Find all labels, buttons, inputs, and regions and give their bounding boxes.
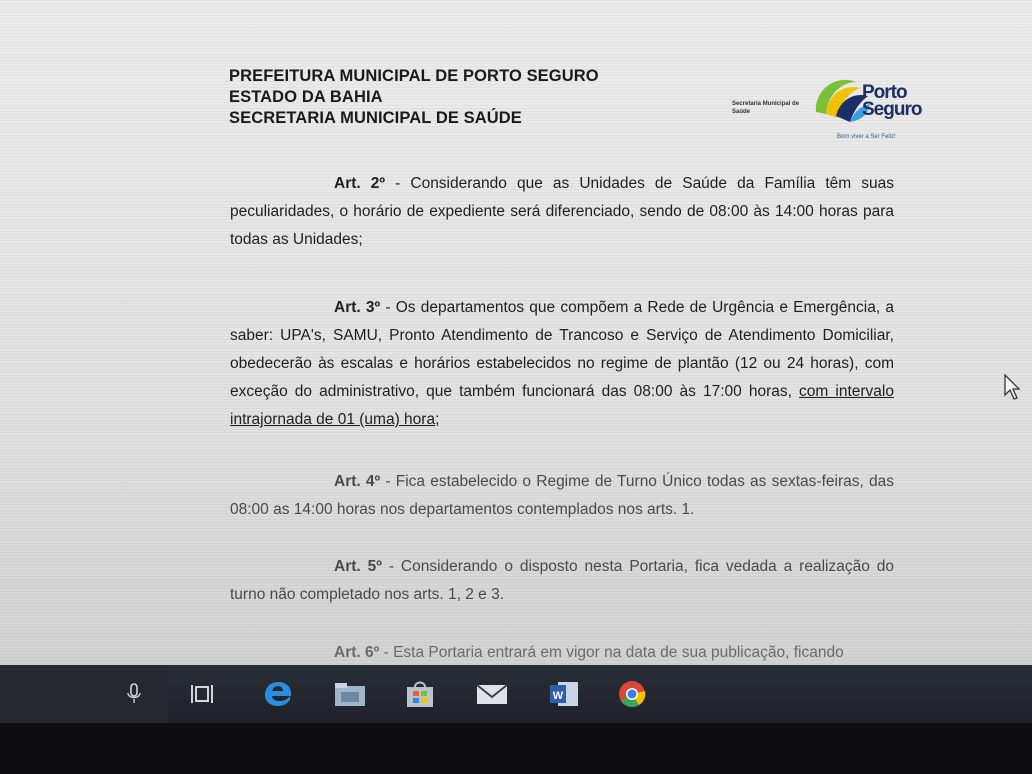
- task-view-icon[interactable]: [186, 677, 220, 711]
- article-3-label: Art. 3º: [334, 299, 381, 316]
- document-header: [229, 66, 599, 129]
- chrome-icon[interactable]: [612, 677, 652, 711]
- article-4: [230, 468, 894, 524]
- mouse-cursor-icon: [1003, 373, 1021, 401]
- article-5-text: - Considerando o disposto nesta Portaria, fica vedada a realização do turno não completado nos arts. 1, 2 e 3.: [230, 558, 894, 603]
- article-3: [230, 294, 894, 434]
- store-icon[interactable]: [400, 677, 440, 711]
- monitor-bezel: [0, 723, 1032, 774]
- article-3-end: ;: [435, 411, 440, 428]
- header-line-secretaria: SECRETARIA MUNICIPAL DE SAÚDE: [229, 109, 522, 127]
- taskbar: [0, 665, 1032, 723]
- article-6: [230, 639, 894, 667]
- article-3-underlined-text: com intervalo intrajornada de 01 (uma) hora: [230, 383, 894, 428]
- article-2-label: Art. 2º: [334, 175, 386, 192]
- article-6-text: - Esta Portaria entrará em vigor na data de sua publicação, ficando: [379, 644, 844, 661]
- logo-tagline: Bom viver a Ser Feliz!: [837, 134, 896, 140]
- article-5: [230, 553, 894, 609]
- logo-name-line1: Porto: [862, 82, 907, 103]
- logo-caption: Secretaria Municipal de Saúde: [732, 101, 800, 115]
- microphone-icon[interactable]: [120, 677, 148, 711]
- svg-text:W: W: [552, 690, 564, 702]
- article-2-text: - Considerando que as Unidades de Saúde da Família têm suas peculiaridades, o horário de expediente será diferenciado, sendo de 08:00 às 14:00 horas para todas as Unidades;: [230, 175, 894, 248]
- article-4-text: - Fica estabelecido o Regime de Turno Único todas as sextas-feiras, das 08:00 as 14:00 horas nos departamentos contemplados nos arts. 1.: [230, 473, 894, 518]
- header-line-prefeitura: PREFEITURA MUNICIPAL DE PORTO SEGURO: [229, 67, 599, 85]
- article-2: [230, 170, 894, 254]
- article-5-label: Art. 5º: [334, 558, 382, 575]
- mail-icon[interactable]: [472, 677, 512, 711]
- article-4-label: Art. 4º: [334, 473, 381, 490]
- logo-name: [862, 84, 921, 118]
- edge-icon[interactable]: [258, 677, 298, 711]
- article-6-label: Art. 6º: [334, 644, 380, 661]
- word-icon[interactable]: [544, 677, 584, 711]
- header-line-estado: ESTADO DA BAHIA: [229, 88, 383, 106]
- logo-name-line2: Seguro: [862, 99, 922, 120]
- porto-seguro-logo: [732, 70, 952, 150]
- article-3-text: - Os departamentos que compõem a Rede de Urgência e Emergência, a saber: UPA's, SAMU, Pronto Atendimento de Trancoso e Serviço de Atendimento Domiciliar, obedecerão às escalas e horários estabelecidos no regime de plantão (12 ou 24 horas), com exceção do administrativo, que também funcionará das 08:00 às 17:00 horas,: [230, 299, 894, 400]
- file-explorer-icon[interactable]: [330, 677, 370, 711]
